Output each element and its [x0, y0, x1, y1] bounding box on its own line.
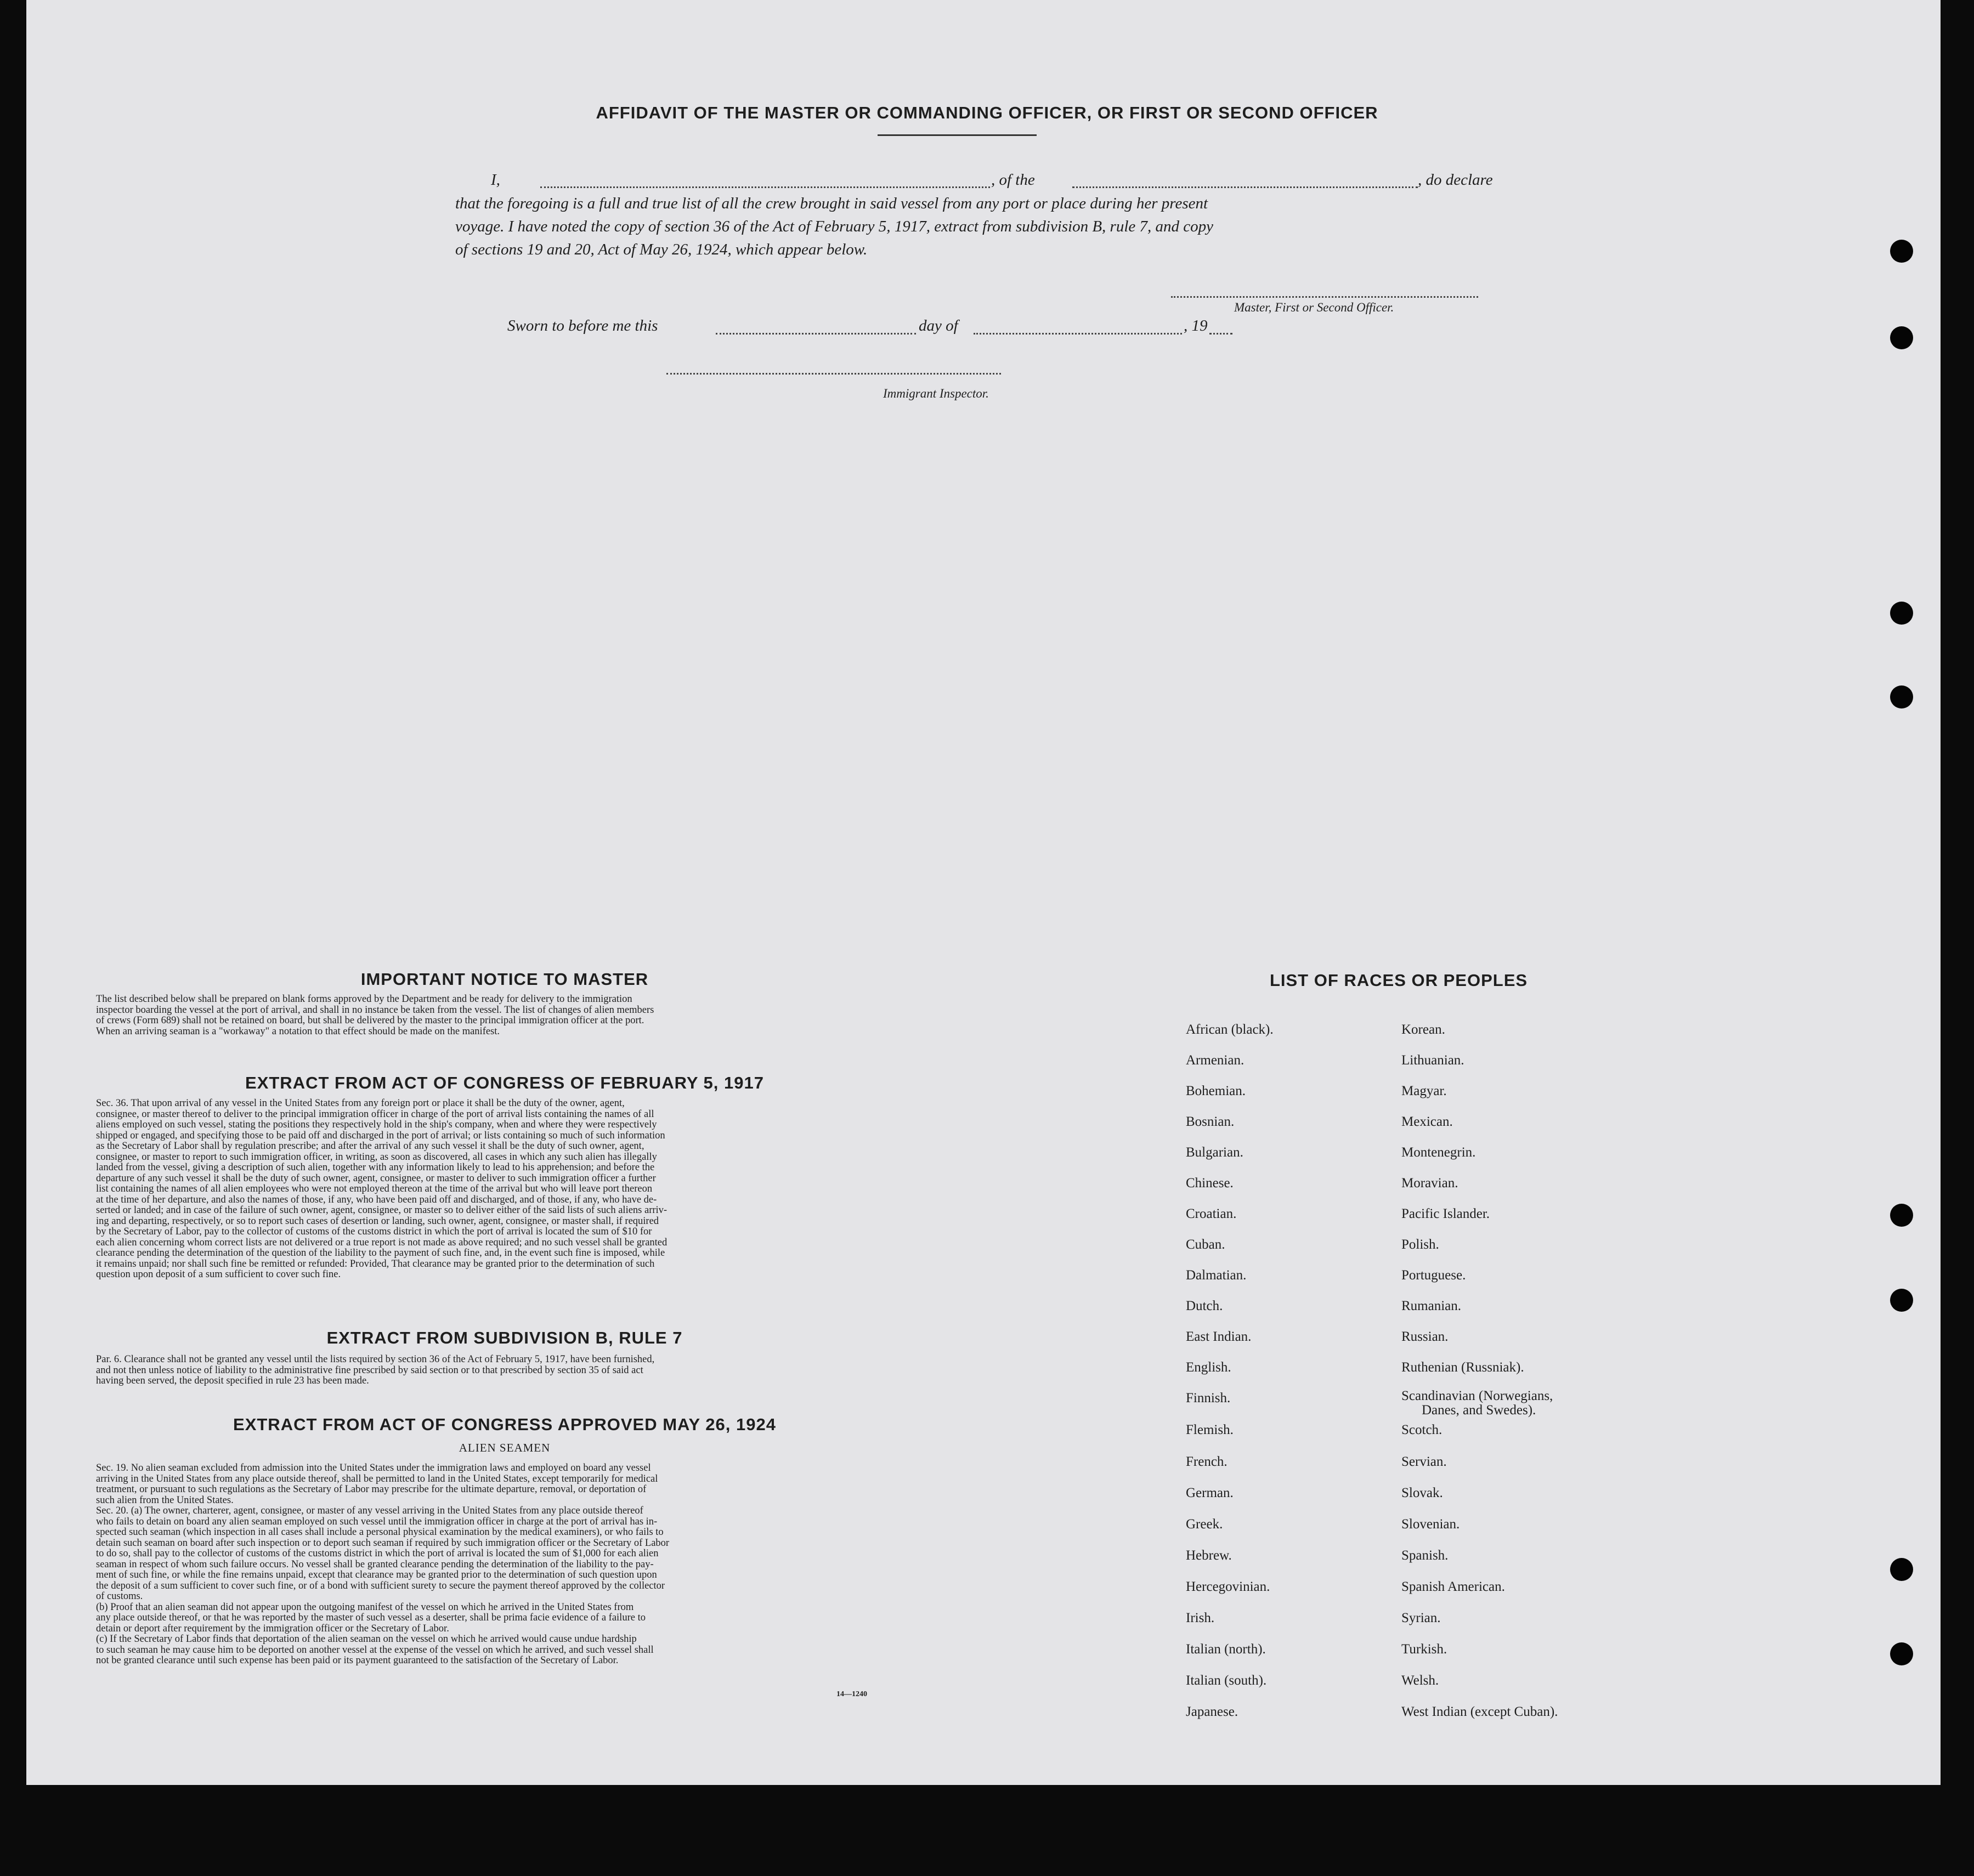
- race-item: African (black).: [1186, 1022, 1274, 1037]
- text-line: the deposit of a sum sufficient to cover such fine, or of a bond with sufficient surety to secure the payment thereof approved by the collector: [96, 1580, 665, 1591]
- race-item: East Indian.: [1186, 1329, 1252, 1344]
- text-line: who fails to detain on board any alien seaman employed on such vessel until the immigration officer in charge at the port of arrival has in-: [96, 1516, 658, 1527]
- race-item: Scandinavian (Norwegians,: [1401, 1388, 1553, 1403]
- text-line: each alien concerning whom correct lists are not delivered or a true report is not made as above required; and no such vessel shall be granted: [96, 1237, 668, 1248]
- race-item: Mexican.: [1401, 1114, 1453, 1129]
- race-item: Ruthenian (Russniak).: [1401, 1360, 1524, 1375]
- text-line: having been served, the deposit specified in rule 23 has been made.: [96, 1375, 369, 1386]
- text-line: as the Secretary of Labor shall by regulation prescribe; and after the arrival of any such vessel it shall be the duty of such owner, agent,: [96, 1141, 644, 1152]
- alien-seamen-subtitle: ALIEN SEAMEN: [459, 1441, 551, 1454]
- sworn-day-field[interactable]: [716, 333, 916, 335]
- inspector-signature-field[interactable]: [666, 373, 1001, 375]
- text-line: clearance pending the determination of the question of the liability to the payment of such fine, and, in the event such fine is imposed, while: [96, 1248, 665, 1259]
- text-line: serted or landed; and in case of the failure of such owner, agent, consignee, or master so to deliver either of the said lists of such aliens arriv-: [96, 1205, 668, 1216]
- title-underline: [878, 134, 1037, 136]
- extract-1924-title: EXTRACT FROM ACT OF CONGRESS APPROVED MAY 26, 1924: [233, 1415, 776, 1434]
- declaration-line: of sections 19 and 20, Act of May 26, 1924, which appear below.: [455, 241, 868, 258]
- master-signature-field[interactable]: [1171, 296, 1478, 298]
- text-line: seaman in respect of whom such failure occurs. No vessel shall be granted clearance pending the determination of the liability to the pay-: [96, 1558, 654, 1570]
- text-line: spected such seaman (which inspection in all cases shall include a personal physical examination by the medical examiners), or who fails to: [96, 1527, 664, 1538]
- race-item: Dutch.: [1186, 1299, 1223, 1313]
- text-line: ing and departing, respectively, or so to report such cases of desertion or landing, such owner, agent, consignee, or master shall, if required: [96, 1215, 659, 1227]
- race-item: Korean.: [1401, 1022, 1445, 1037]
- text-line: consignee, or master to report to such immigration officer, in writing, as soon as discovered, all cases in which any such alien has illegally: [96, 1151, 657, 1163]
- sworn-year-field[interactable]: [1209, 333, 1232, 335]
- race-item: Hebrew.: [1186, 1548, 1232, 1563]
- race-item: Bosnian.: [1186, 1114, 1235, 1129]
- punch-hole: [1890, 1204, 1913, 1227]
- affidavit-do-declare: , do declare: [1418, 171, 1493, 189]
- text-line: any place outside thereof, or that he was reported by the master of such vessel as a deserter, shall be prima facie evidence of a failure to: [96, 1612, 646, 1623]
- race-item: Turkish.: [1401, 1642, 1447, 1657]
- race-item: Japanese.: [1186, 1704, 1238, 1719]
- text-line: detain or deport after requirement by the immigration officer or the Secretary of Labor.: [96, 1623, 449, 1634]
- sworn-day-of: day of: [919, 317, 958, 335]
- text-line: Sec. 19. No alien seaman excluded from admission into the United States under the immigration laws and employed on board any vessel: [96, 1463, 651, 1473]
- text-line: consignee, or master thereof to deliver to the principal immigration officer in charge of the port of arrival lists containing the names of all: [96, 1108, 654, 1120]
- race-item: Magyar.: [1401, 1084, 1447, 1098]
- text-line: question upon deposit of a sum sufficient to cover such fine.: [96, 1269, 341, 1280]
- race-item: Hercegovinian.: [1186, 1579, 1270, 1594]
- text-line: detain such seaman on board after such inspection or to deport such seaman if required by such immigration officer or the Secretary of Labor: [96, 1537, 670, 1549]
- declaration-line: voyage. I have noted the copy of section 36 of the Act of February 5, 1917, extract from subdivision B, rule 7, and copy: [455, 218, 1214, 235]
- races-title: LIST OF RACES OR PEOPLES: [1269, 971, 1528, 990]
- text-line: arriving in the United States from any place outside thereof, shall be permitted to land in the United States, except temporarily for medical: [96, 1473, 658, 1484]
- extract-1917-text: [96, 1098, 919, 1280]
- text-line: (c) If the Secretary of Labor finds that deportation of the alien seaman on the vessel on which he arrived would cause undue hardship: [96, 1634, 637, 1645]
- text-line: Par. 6. Clearance shall not be granted any vessel until the lists required by section 36 of the Act of February 5, 1917, have been furnished,: [96, 1354, 655, 1365]
- text-line: inspector boarding the vessel at the port of arrival, and shall in no instance be taken from the vessel. The list of changes of alien members: [96, 1004, 654, 1016]
- race-item-continuation: Danes, and Swedes).: [1422, 1403, 1536, 1418]
- race-item: Chinese.: [1186, 1176, 1234, 1191]
- race-item: Bulgarian.: [1186, 1145, 1243, 1160]
- inspector-label: Immigrant Inspector.: [883, 387, 989, 400]
- text-line: (b) Proof that an alien seaman did not appear upon the outgoing manifest of the vessel on which he arrived in the United States from: [96, 1601, 634, 1613]
- affidavit-title: AFFIDAVIT OF THE MASTER OR COMMANDING OFFICER, OR FIRST OR SECOND OFFICER: [596, 103, 1378, 122]
- race-item: Italian (north).: [1186, 1642, 1266, 1657]
- text-line: landed from the vessel, giving a description of such alien, together with any information likely to lead to his apprehension; and before the: [96, 1162, 655, 1173]
- form-number: 14—1240: [836, 1690, 867, 1698]
- master-signature-label: Master, First or Second Officer.: [1234, 301, 1394, 314]
- race-item: Greek.: [1186, 1517, 1223, 1532]
- text-line: to such seaman he may cause him to be deported on another vessel at the expense of the vessel on which he arrived, and such vessel shall: [96, 1644, 654, 1656]
- text-line: to do so, shall pay to the collector of customs of the customs district in which the port of arrival is located the sum of $1,000 for each alien: [96, 1548, 659, 1559]
- race-item: Polish.: [1401, 1237, 1439, 1252]
- text-line: departure of any such vessel it shall be the duty of such owner, agent, consignee, or master to deliver to such immigration officer a further: [96, 1172, 656, 1184]
- declaration-line: that the foregoing is a full and true list of all the crew brought in said vessel from any port or place during her present: [455, 195, 1208, 212]
- race-item: Spanish American.: [1401, 1579, 1505, 1594]
- rule7-title: EXTRACT FROM SUBDIVISION B, RULE 7: [326, 1328, 683, 1347]
- punch-hole: [1890, 685, 1913, 709]
- race-item: English.: [1186, 1360, 1231, 1375]
- race-item: Slovak.: [1401, 1486, 1443, 1500]
- punch-hole: [1890, 1642, 1913, 1665]
- race-item: German.: [1186, 1486, 1234, 1500]
- sworn-month-field[interactable]: [974, 333, 1182, 335]
- race-item: Welsh.: [1401, 1673, 1439, 1688]
- name-field[interactable]: [540, 186, 990, 188]
- race-item: Montenegrin.: [1401, 1145, 1476, 1160]
- race-item: Armenian.: [1186, 1053, 1245, 1068]
- race-item: Moravian.: [1401, 1176, 1458, 1191]
- affidavit-i: I,: [491, 171, 500, 189]
- text-line: list containing the names of all alien employees who were not employed thereon at the time of the arrival but who will leave port thereon: [96, 1183, 653, 1194]
- extract-1917-title: EXTRACT FROM ACT OF CONGRESS OF FEBRUARY 5, 1917: [245, 1073, 764, 1092]
- text-line: ment of such fine, or while the fine remains unpaid, except that clearance may be granted prior to the determination of such question upon: [96, 1569, 657, 1580]
- punch-hole: [1890, 240, 1913, 263]
- race-item: Rumanian.: [1401, 1299, 1462, 1313]
- text-line: Sec. 20. (a) The owner, charterer, agent, consignee, or master of any vessel arriving in the United States from any place outside thereof: [96, 1505, 643, 1516]
- notice-title: IMPORTANT NOTICE TO MASTER: [360, 970, 649, 989]
- affidavit-of-the: , of the: [991, 171, 1035, 189]
- race-item: Russian.: [1401, 1329, 1449, 1344]
- text-line: at the time of her departure, and also the names of those, if any, who have been paid off and discharged, and of those, if any, who have de-: [96, 1194, 657, 1205]
- race-item: French.: [1186, 1454, 1228, 1469]
- text-line: such alien from the United States.: [96, 1494, 234, 1506]
- text-line: it remains unpaid; nor shall such fine be remitted or refunded: Provided, That clearance may be granted prior to the determination of such: [96, 1258, 655, 1269]
- text-line: and not then unless notice of liability to the administrative fine prescribed by said section or to that prescribed by section 35 of said act: [96, 1364, 643, 1376]
- race-item: Croatian.: [1186, 1206, 1237, 1221]
- race-item: West Indian (except Cuban).: [1401, 1704, 1558, 1719]
- race-item: Lithuanian.: [1401, 1053, 1464, 1068]
- race-item: Servian.: [1401, 1454, 1447, 1469]
- text-line: Sec. 36. That upon arrival of any vessel in the United States from any foreign port or place it shall be the duty of the owner, agent,: [96, 1098, 625, 1109]
- text-line: shipped or engaged, and specifying those to be paid off and discharged in the port of arrival; or lists containing so much of such information: [96, 1130, 665, 1141]
- punch-hole: [1890, 602, 1913, 625]
- race-item: Italian (south).: [1186, 1673, 1267, 1688]
- race-item: Bohemian.: [1186, 1084, 1246, 1098]
- notice-text: [96, 994, 919, 1037]
- race-item: Dalmatian.: [1186, 1268, 1247, 1283]
- text-line: by the Secretary of Labor, pay to the collector of customs of the customs district in which the port of arrival is located the sum of $10 for: [96, 1226, 652, 1237]
- extract-1924-text: [96, 1463, 919, 1667]
- race-item: Irish.: [1186, 1611, 1215, 1625]
- text-line: of customs.: [96, 1591, 143, 1602]
- race-item: Flemish.: [1186, 1422, 1234, 1437]
- rule7-text: [96, 1354, 919, 1387]
- vessel-field[interactable]: [1072, 186, 1418, 188]
- race-item: Finnish.: [1186, 1391, 1231, 1405]
- race-item: Cuban.: [1186, 1237, 1225, 1252]
- sworn-year: , 19: [1184, 317, 1208, 335]
- race-item: Syrian.: [1401, 1611, 1441, 1625]
- text-line: When an arriving seaman is a "workaway" a notation to that effect should be made on the manifest.: [96, 1025, 500, 1037]
- punch-hole: [1890, 326, 1913, 349]
- race-item: Pacific Islander.: [1401, 1206, 1490, 1221]
- punch-hole: [1890, 1289, 1913, 1312]
- text-line: not be granted clearance until such expense has been paid or its payment guaranteed to the satisfaction of the Secretary of Labor.: [96, 1655, 619, 1666]
- race-item: Slovenian.: [1401, 1517, 1460, 1532]
- sworn-prefix: Sworn to before me this: [507, 317, 658, 335]
- scan-border: [0, 1785, 1974, 1876]
- text-line: treatment, or pursuant to such regulations as the Secretary of Labor may prescribe for the ultimate departure, removal, or deportation of: [96, 1484, 647, 1495]
- race-item: Spanish.: [1401, 1548, 1449, 1563]
- text-line: The list described below shall be prepared on blank forms approved by the Department and be ready for delivery to the immigration: [96, 994, 632, 1005]
- punch-hole: [1890, 1558, 1913, 1581]
- text-line: aliens employed on such vessel, stating the positions they respectively hold in the ship's company, when and where they were respectively: [96, 1119, 657, 1130]
- race-item: Scotch.: [1401, 1422, 1443, 1437]
- text-line: of crews (Form 689) shall not be retained on board, but shall be delivered by the master to the principal immigration officer at the port.: [96, 1015, 644, 1026]
- race-item: Portuguese.: [1401, 1268, 1466, 1283]
